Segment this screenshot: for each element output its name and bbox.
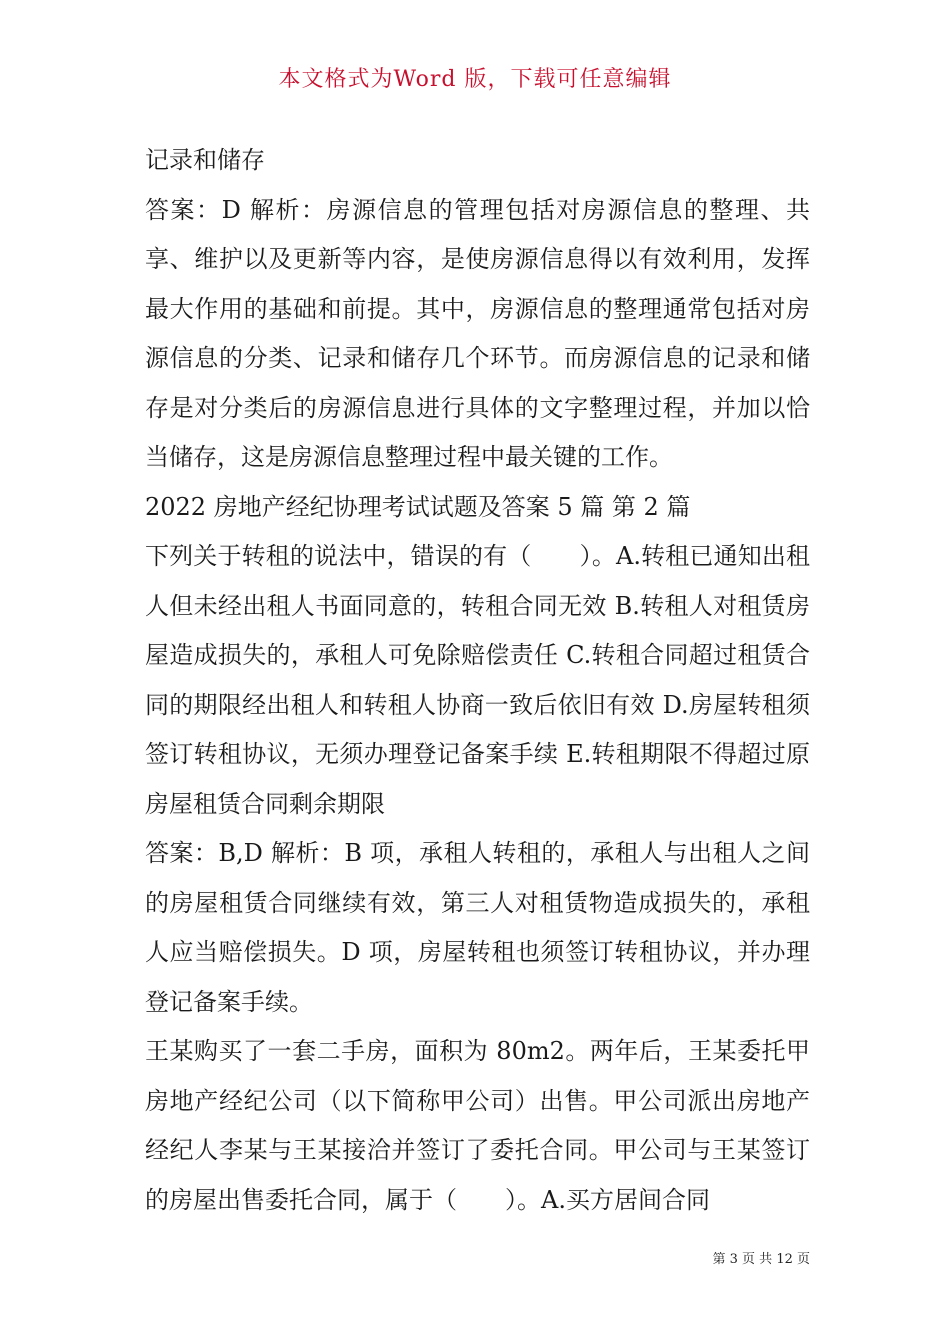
paragraph-answer-2: 答案：B,D 解析：B 项，承租人转租的，承租人与出租人之间的房屋租赁合同继续有效，第三人对租赁物造成损失的，承租人应当赔偿损失。D 项，房屋转租也须签订转租协议，并办理登记备案手续。: [145, 839, 810, 1016]
paragraph-question-sublease: 下列关于转租的说法中，错误的有（ ）。A.转租已通知出租人但未经出租人书面同意的，转租合同无效 B.转租人对租赁房屋造成损失的，承租人可免除赔偿责任 C.转租合同超过租赁合同的期限经出租人和转租人协商一致后依旧有效 D.房屋转租须签订转租协议，无须办理登记备案手续 E.转租期限不得超过原房屋租赁合同剩余期限: [145, 542, 810, 818]
page-number: 第 3 页 共 12 页: [712, 1252, 810, 1267]
document-header-watermark: 本文格式为Word 版，下载可任意编辑: [278, 67, 672, 92]
paragraph-section-title: 2022 房地产经纪协理考试试题及答案 5 篇 第 2 篇: [145, 492, 691, 521]
paragraph-record-storage: 记录和储存: [145, 146, 265, 174]
paragraph-question-wang: 王某购买了一套二手房，面积为 80m2。两年后，王某委托甲房地产经纪公司（以下简称甲公司）出售。甲公司派出房地产经纪人李某与王某接洽并签订了委托合同。甲公司与王某签订的房屋出售委托合同，属于（ ）。A.买方居间合同: [145, 1037, 810, 1214]
document-body: [145, 136, 810, 1225]
paragraph-answer-1: 答案：D 解析：房源信息的管理包括对房源信息的整理、共享、维护以及更新等内容，是使房源信息得以有效利用，发挥最大作用的基础和前提。其中，房源信息的整理通常包括对房源信息的分类、记录和储存几个环节。而房源信息的记录和储存是对分类后的房源信息进行具体的文字整理过程，并加以恰当储存，这是房源信息整理过程中最关键的工作。: [145, 195, 810, 471]
